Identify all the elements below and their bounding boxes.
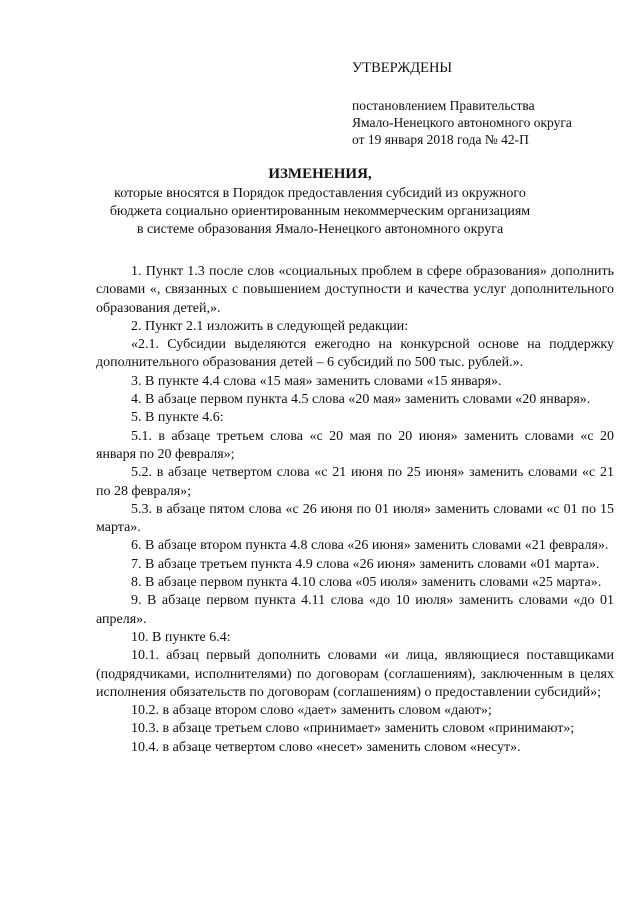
paragraph: 10.1. абзац первый дополнить словами «и лица, являющиеся поставщиками (подрядчиками, исполнителями) по договорам (соглашениям), заключенным в целях исполнения обязательств по договорам (соглашениям) о предоставлении субсидий»; <box>96 648 614 700</box>
paragraph: 5.2. в абзаце четвертом слова «с 21 июня по 25 июня» заменить словами «с 21 по 28 февраля»; <box>96 465 614 499</box>
subtitle-line: бюджета социально ориентированным некоммерческим организациям <box>109 204 531 219</box>
paragraph: 10.2. в абзаце втором слово «дает» заменить словом «дают»; <box>131 703 492 719</box>
paragraph: 6. В абзаце втором пункта 4.8 слова «26 июня» заменить словами «21 февраля». <box>131 538 609 554</box>
approval-line: Ямало-Ненецкого автономного округа <box>352 115 572 130</box>
title-block <box>80 165 560 239</box>
document-title: ИЗМЕНЕНИЯ, <box>268 166 372 182</box>
paragraph: 10. В пункте 6.4: <box>131 629 231 645</box>
paragraph: 1. Пункт 1.3 после слов «социальных проблем в сфере образования» дополнить словами «, связанных с повышением доступности и качества услуг дополнительного образования детей,». <box>96 264 614 316</box>
paragraph: 8. В абзаце первом пункта 4.10 слова «05 июля» заменить словами «25 марта». <box>131 575 602 591</box>
subtitle-line: которые вносятся в Порядок предоставления субсидий из окружного <box>114 186 526 201</box>
paragraph: 7. В абзаце третьем пункта 4.9 слова «26 июня» заменить словами «01 марта». <box>131 556 600 572</box>
subtitle-line: в системе образования Ямало-Ненецкого автономного округа <box>136 222 504 237</box>
approval-line: от 19 января 2018 года № 42-П <box>352 132 529 147</box>
paragraph: 2. Пункт 2.1 изложить в следующей редакции: <box>131 318 409 334</box>
paragraph: 10.4. в абзаце четвертом слово «несет» заменить словом «несут». <box>131 739 521 755</box>
approval-block <box>352 60 622 148</box>
paragraph: 3. В пункте 4.4 слова «15 мая» заменить словами «15 января». <box>131 373 502 389</box>
document-body <box>96 263 614 757</box>
paragraph: 5. В пункте 4.6: <box>131 410 224 426</box>
approval-line: постановлением Правительства <box>352 98 535 113</box>
paragraph: 5.3. в абзаце пятом слова «с 26 июня по 01 июля» заменить словами «с 01 по 15 марта». <box>96 501 614 536</box>
paragraph: 5.1. в абзаце третьем слова «с 20 мая по 20 июня» заменить словами «с 20 января по 20 февраля»; <box>96 428 614 462</box>
paragraph: 9. В абзаце первом пункта 4.11 слова «до 10 июля» заменить словами «до 01 апреля». <box>96 593 614 627</box>
paragraph: 10.3. в абзаце третьем слово «принимает» заменить словом «принимают»; <box>131 721 575 737</box>
paragraph: «2.1. Субсидии выделяются ежегодно на конкурсной основе на поддержку дополнительного образования детей – 6 субсидий по 500 тыс. рублей.». <box>96 337 614 371</box>
approval-heading: УТВЕРЖДЕНЫ <box>352 60 453 76</box>
paragraph: 4. В абзаце первом пункта 4.5 слова «20 мая» заменить словами «20 января». <box>131 392 591 408</box>
